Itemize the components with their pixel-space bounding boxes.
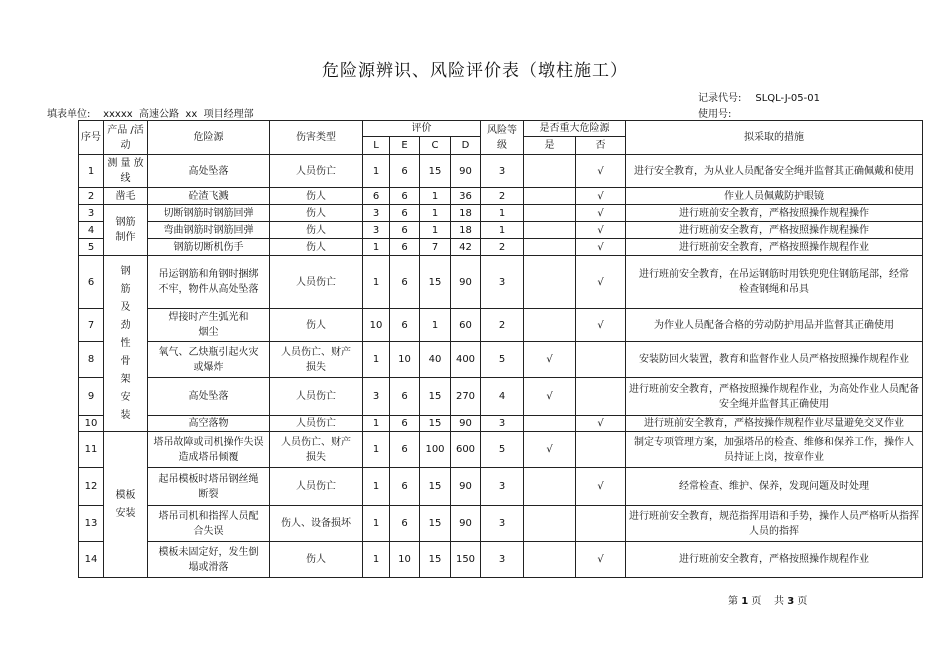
cell-E: 6 — [390, 239, 420, 256]
header-hazard: 危险源 — [148, 121, 270, 155]
cell-C: 15 — [420, 506, 451, 542]
table-row — [79, 309, 923, 342]
cell-hazard: 模板未固定好，发生倒塌或滑落 — [148, 542, 270, 578]
cell-measure: 安装防回火装置，教育和监督作业人员严格按照操作规程作业 — [626, 342, 923, 378]
cell-major-no: √ — [576, 205, 626, 222]
cell-harm: 伤人 — [270, 188, 363, 205]
cell-E: 6 — [390, 468, 420, 506]
table-row — [79, 416, 923, 432]
cell-harm: 伤人 — [270, 205, 363, 222]
cell-measure: 制定专项管理方案，加强塔吊的检查、维修和保养工作，操作人员持证上岗，按章作业 — [626, 432, 923, 468]
cell-L: 3 — [363, 205, 390, 222]
cell-major-no: √ — [576, 468, 626, 506]
cell-risk: 2 — [481, 309, 524, 342]
cell-risk: 2 — [481, 239, 524, 256]
table-row — [79, 342, 923, 378]
cell-major-no — [576, 342, 626, 378]
cell-risk: 3 — [481, 416, 524, 432]
cell-C: 1 — [420, 205, 451, 222]
cell-E: 10 — [390, 342, 420, 378]
cell-C: 40 — [420, 342, 451, 378]
cell-measure: 进行班前安全教育，严格按照操作规程作业 — [626, 239, 923, 256]
cell-major-yes — [524, 468, 576, 506]
header-seq: 序号 — [79, 121, 104, 155]
cell-no: 1 — [79, 155, 104, 188]
cell-C: 15 — [420, 256, 451, 309]
cell-major-yes — [524, 256, 576, 309]
cell-E: 6 — [390, 432, 420, 468]
cell-harm: 人员伤亡 — [270, 155, 363, 188]
cell-C: 15 — [420, 468, 451, 506]
cell-L: 1 — [363, 468, 390, 506]
cell-no: 13 — [79, 506, 104, 542]
cell-major-yes: √ — [524, 432, 576, 468]
header-no: 否 — [576, 137, 626, 155]
cell-D: 90 — [451, 506, 481, 542]
cell-hazard: 氧气、乙炔瓶引起火灾或爆炸 — [148, 342, 270, 378]
cell-L: 3 — [363, 378, 390, 416]
cell-risk: 1 — [481, 222, 524, 239]
fill-unit-value: xxxxx 高速公路 xx 项目经理部 — [103, 109, 254, 120]
header-D: D — [451, 137, 481, 155]
cell-major-yes: √ — [524, 342, 576, 378]
cell-E: 10 — [390, 542, 420, 578]
cell-D: 18 — [451, 205, 481, 222]
cell-measure: 作业人员佩戴防护眼镜 — [626, 188, 923, 205]
header-product: 产品 /活动 — [104, 121, 148, 155]
cell-hazard: 钢筋切断机伤手 — [148, 239, 270, 256]
cell-D: 36 — [451, 188, 481, 205]
cell-risk: 3 — [481, 542, 524, 578]
cell-L: 1 — [363, 542, 390, 578]
cell-harm: 伤人 — [270, 309, 363, 342]
page-total: 3 — [787, 596, 795, 607]
cell-major-no — [576, 506, 626, 542]
cell-measure: 进行班前安全教育，严格按照操作规程操作 — [626, 205, 923, 222]
header-major-hazard: 是否重大危险源 — [524, 121, 626, 137]
cell-major-yes — [524, 205, 576, 222]
cell-harm: 人员伤亡 — [270, 416, 363, 432]
cell-hazard: 高处坠落 — [148, 155, 270, 188]
cell-L: 10 — [363, 309, 390, 342]
cell-hazard: 塔吊故障或司机操作失误造成塔吊倾覆 — [148, 432, 270, 468]
header-C: C — [420, 137, 451, 155]
cell-D: 400 — [451, 342, 481, 378]
cell-no: 5 — [79, 239, 104, 256]
header-evaluation: 评价 — [363, 121, 481, 137]
cell-product: 凿毛 — [104, 188, 148, 205]
cell-hazard: 塔吊司机和指挥人员配合失误 — [148, 506, 270, 542]
table-row — [79, 542, 923, 578]
cell-major-yes — [524, 188, 576, 205]
cell-no: 11 — [79, 432, 104, 468]
cell-major-yes — [524, 239, 576, 256]
cell-measure: 进行安全教育，为从业人员配备安全绳并监督其正确佩戴和使用 — [626, 155, 923, 188]
table-row — [79, 432, 923, 468]
page-current: 1 — [741, 596, 749, 607]
cell-D: 150 — [451, 542, 481, 578]
cell-no: 7 — [79, 309, 104, 342]
cell-hazard: 弯曲钢筋时钢筋回弹 — [148, 222, 270, 239]
cell-major-no: √ — [576, 309, 626, 342]
cell-L: 1 — [363, 155, 390, 188]
cell-C: 15 — [420, 542, 451, 578]
record-code-label: 记录代号: — [698, 93, 742, 104]
table-row — [79, 239, 923, 256]
cell-D: 600 — [451, 432, 481, 468]
cell-L: 3 — [363, 222, 390, 239]
cell-E: 6 — [390, 378, 420, 416]
cell-measure: 进行班前安全教育，在吊运钢筋时用铁兜兜住钢筋尾部，经常检查钢绳和吊具 — [626, 256, 923, 309]
cell-hazard: 起吊模板时塔吊钢丝绳断裂 — [148, 468, 270, 506]
cell-D: 90 — [451, 256, 481, 309]
header-E: E — [390, 137, 420, 155]
cell-harm: 伤人、设备损坏 — [270, 506, 363, 542]
cell-L: 1 — [363, 239, 390, 256]
cell-product: 测 量 放线 — [104, 155, 148, 188]
table-row — [79, 506, 923, 542]
cell-major-no: √ — [576, 542, 626, 578]
header-harm-type: 伤害类型 — [270, 121, 363, 155]
cell-L: 1 — [363, 506, 390, 542]
cell-D: 90 — [451, 468, 481, 506]
cell-D: 270 — [451, 378, 481, 416]
cell-harm: 伤人 — [270, 542, 363, 578]
cell-major-yes — [524, 506, 576, 542]
risk-assessment-table — [78, 120, 923, 578]
table-row — [79, 155, 923, 188]
cell-major-no: √ — [576, 239, 626, 256]
cell-harm: 伤人 — [270, 239, 363, 256]
cell-hazard: 高空落物 — [148, 416, 270, 432]
cell-E: 6 — [390, 256, 420, 309]
cell-E: 6 — [390, 155, 420, 188]
cell-C: 15 — [420, 378, 451, 416]
cell-measure: 经常检查、维护、保养，发现问题及时处理 — [626, 468, 923, 506]
cell-risk: 3 — [481, 155, 524, 188]
cell-major-no — [576, 378, 626, 416]
cell-D: 18 — [451, 222, 481, 239]
page-mid: 页 共 — [751, 596, 785, 607]
page-title: 危险源辨识、风险评价表（墩柱施工） — [322, 61, 628, 81]
cell-L: 6 — [363, 188, 390, 205]
cell-major-yes — [524, 309, 576, 342]
cell-measure: 为作业人员配备合格的劳动防护用品并监督其正确使用 — [626, 309, 923, 342]
cell-harm: 人员伤亡 — [270, 256, 363, 309]
cell-measure: 进行班前安全教育，严格按操作规程作业尽量避免交叉作业 — [626, 416, 923, 432]
page-counter — [728, 592, 807, 607]
cell-no: 9 — [79, 378, 104, 416]
fill-unit — [47, 105, 254, 120]
cell-major-yes: √ — [524, 378, 576, 416]
cell-harm: 伤人 — [270, 222, 363, 239]
cell-L: 1 — [363, 416, 390, 432]
cell-no: 4 — [79, 222, 104, 239]
cell-D: 42 — [451, 239, 481, 256]
cell-harm: 人员伤亡 — [270, 378, 363, 416]
cell-E: 6 — [390, 188, 420, 205]
cell-E: 6 — [390, 309, 420, 342]
cell-harm: 人员伤亡、财产损失 — [270, 342, 363, 378]
cell-hazard: 切断钢筋时钢筋回弹 — [148, 205, 270, 222]
cell-major-no: √ — [576, 256, 626, 309]
page-suffix: 页 — [797, 596, 808, 607]
cell-harm: 人员伤亡 — [270, 468, 363, 506]
cell-D: 60 — [451, 309, 481, 342]
cell-E: 6 — [390, 416, 420, 432]
cell-major-no: √ — [576, 416, 626, 432]
record-code-value: SLQL-J-05-01 — [755, 93, 820, 104]
cell-C: 7 — [420, 239, 451, 256]
cell-C: 15 — [420, 416, 451, 432]
cell-D: 90 — [451, 155, 481, 188]
cell-hazard: 焊接时产生弧光和烟尘 — [148, 309, 270, 342]
cell-no: 14 — [79, 542, 104, 578]
cell-risk: 3 — [481, 256, 524, 309]
table-row — [79, 256, 923, 309]
table-row — [79, 222, 923, 239]
cell-major-yes — [524, 542, 576, 578]
cell-major-yes — [524, 155, 576, 188]
header-measures: 拟采取的措施 — [626, 121, 923, 155]
record-code — [698, 89, 820, 104]
table-row — [79, 205, 923, 222]
cell-product: 钢筋及劲性骨架安装 — [104, 256, 148, 432]
cell-risk: 5 — [481, 342, 524, 378]
cell-measure: 进行班前安全教育，严格按照操作规程作业 — [626, 542, 923, 578]
cell-risk: 1 — [481, 205, 524, 222]
cell-no: 2 — [79, 188, 104, 205]
header-risk-level: 风险等级 — [481, 121, 524, 155]
cell-hazard: 高处坠落 — [148, 378, 270, 416]
cell-major-no: √ — [576, 188, 626, 205]
cell-no: 8 — [79, 342, 104, 378]
cell-E: 6 — [390, 205, 420, 222]
cell-C: 15 — [420, 155, 451, 188]
cell-C: 1 — [420, 309, 451, 342]
table-row — [79, 188, 923, 205]
cell-measure: 进行班前安全教育，严格按照操作规程操作 — [626, 222, 923, 239]
usage-number: 使用号: — [698, 109, 732, 120]
cell-D: 90 — [451, 416, 481, 432]
header-yes: 是 — [524, 137, 576, 155]
cell-major-yes — [524, 416, 576, 432]
header-L: L — [363, 137, 390, 155]
table-row — [79, 468, 923, 506]
cell-L: 1 — [363, 432, 390, 468]
cell-no: 12 — [79, 468, 104, 506]
cell-hazard: 吊运钢筋和角钢时捆绑不牢，物件从高处坠落 — [148, 256, 270, 309]
cell-C: 100 — [420, 432, 451, 468]
cell-no: 10 — [79, 416, 104, 432]
cell-major-no: √ — [576, 222, 626, 239]
cell-risk: 5 — [481, 432, 524, 468]
cell-risk: 3 — [481, 468, 524, 506]
cell-major-no — [576, 432, 626, 468]
cell-risk: 4 — [481, 378, 524, 416]
cell-L: 1 — [363, 256, 390, 309]
cell-product: 模板安装 — [104, 432, 148, 578]
cell-no: 6 — [79, 256, 104, 309]
cell-E: 6 — [390, 506, 420, 542]
cell-C: 1 — [420, 222, 451, 239]
cell-product: 钢筋制作 — [104, 205, 148, 256]
page-prefix: 第 — [728, 596, 738, 607]
table-row — [79, 378, 923, 416]
cell-E: 6 — [390, 222, 420, 239]
fill-unit-label: 填表单位: — [47, 109, 91, 120]
cell-L: 1 — [363, 342, 390, 378]
cell-C: 1 — [420, 188, 451, 205]
cell-hazard: 砼渣飞溅 — [148, 188, 270, 205]
cell-harm: 人员伤亡、财产损失 — [270, 432, 363, 468]
cell-measure: 进行班前安全教育，严格按照操作规程作业，为高处作业人员配备安全绳并监督其正确使用 — [626, 378, 923, 416]
cell-risk: 2 — [481, 188, 524, 205]
cell-no: 3 — [79, 205, 104, 222]
cell-measure: 进行班前安全教育，规范指挥用语和手势，操作人员严格听从指挥人员的指挥 — [626, 506, 923, 542]
cell-risk: 3 — [481, 506, 524, 542]
cell-major-yes — [524, 222, 576, 239]
cell-major-no: √ — [576, 155, 626, 188]
